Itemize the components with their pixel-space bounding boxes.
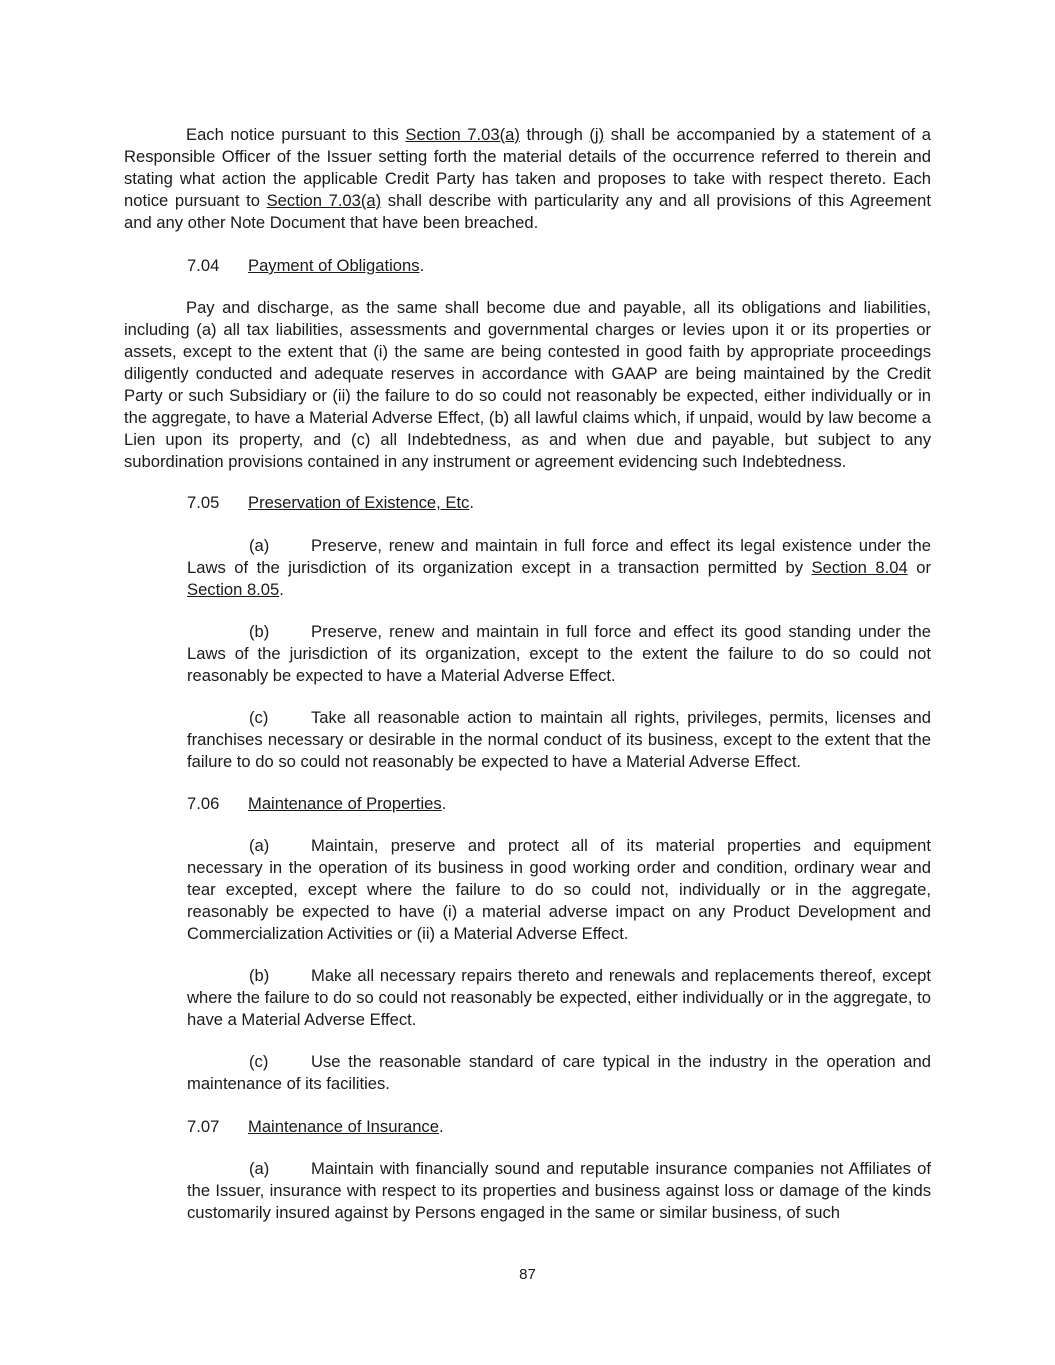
clause-label: (a) [249,836,270,855]
section-number: 7.05 [187,493,220,512]
section-heading-7-05: 7.05 Preservation of Existence, Etc. [187,493,474,512]
section-title: Maintenance of Properties [248,794,442,813]
section-7-06-c [187,1051,931,1095]
clause-label: (b) [249,622,270,641]
section-7-06-a [187,835,931,945]
clause-text: Make all necessary repairs thereto and renewals and replacements thereof, except where the failure to do so could not reasonably be expected, either individually or in the aggregate, to have a Material Adverse Effect. [187,966,931,1029]
clause-text: Preserve, renew and maintain in full force and effect its legal existence under the Laws of the jurisdiction of its organization except in a transaction permitted by [187,536,931,577]
clause-text: Preserve, renew and maintain in full force and effect its good standing under the Laws of the jurisdiction of its organization, except to the extent the failure to do so could not reasonably be expected to have a Material Adverse Effect. [187,622,931,685]
body-text: Pay and discharge, as the same shall become due and payable, all its obligations and liabilities, including (a) all tax liabilities, assessments and governmental charges or levies upon it or its properties or assets, except to the extent that (i) the same are being contested in good faith by appropriate proceedings diligently conducted and adequate reserves in accordance with GAAP are being maintained by the Credit Party or such Subsidiary or (ii) the failure to do so could not reasonably be expected, either individually or in the aggregate, to have a Material Adverse Effect, (b) all lawful claims which, if unpaid, would by law become a Lien upon its property, and (c) all Indebtedness, as and when due and payable, but subject to any subordination provisions contained in any instrument or agreement evidencing such Indebtedness. [124,298,931,471]
clause-label: (a) [249,536,270,555]
section-7-04-body [124,297,931,473]
clause-text: Take all reasonable action to maintain all rights, privileges, permits, licenses and franchises necessary or desirable in the normal conduct of its business, except to the extent that the failure to do so could not reasonably be expected to have a Material Adverse Effect. [187,708,931,771]
section-ref-7-03a: Section 7.03(a) [405,125,520,144]
section-7-05-b [187,621,931,687]
intro-text-2: through [519,125,590,144]
section-title: Preservation of Existence, Etc [248,493,470,512]
clause-label: (c) [249,708,269,727]
intro-text-4: shall describe with particularity any and all provisions of this Agreement and any other Note Document that have been breached. [124,191,931,232]
section-ref-8-04: Section 8.04 [811,558,908,577]
clause-text: Maintain with financially sound and reputable insurance companies not Affiliates of the Issuer, insurance with respect to its properties and business against loss or damage of the kinds customarily insured against by Persons engaged in the same or similar business, of such [187,1159,931,1222]
intro-text-1: Each notice pursuant to this [186,125,406,144]
section-number: 7.07 [187,1117,220,1136]
clause-text: Use the reasonable standard of care typical in the industry in the operation and maintenance of its facilities. [187,1052,931,1093]
intro-text-3: shall be accompanied by a statement of a Responsible Officer of the Issuer setting forth the material details of the occurrence referred to therein and stating what action the applicable Credit Party has taken and proposes to take with respect thereto. Each notice pursuant to [124,125,931,210]
section-heading-7-07: 7.07 Maintenance of Insurance. [187,1117,444,1136]
section-number: 7.04 [187,256,220,275]
section-7-06-b [187,965,931,1031]
section-number: 7.06 [187,794,220,813]
clause-text: Maintain, preserve and protect all of its material properties and equipment necessary in the operation of its business in good working order and condition, ordinary wear and tear excepted, except where the failure to do so could not, individually or in the aggregate, reasonably be expected to have (i) a material adverse impact on any Product Development and Commercialization Activities or (ii) a Material Adverse Effect. [187,836,931,943]
section-heading-7-04: 7.04 Payment of Obligations. [187,256,425,275]
section-heading-7-06: 7.06 Maintenance of Properties. [187,794,447,813]
section-title: Maintenance of Insurance [248,1117,439,1136]
section-ref-8-05: Section 8.05 [187,580,280,599]
clause-label: (c) [249,1052,269,1071]
intro-paragraph [124,124,931,234]
section-ref-7-03a-second: Section 7.03(a) [266,191,382,210]
section-7-07-a [187,1158,931,1224]
section-title: Payment of Obligations [248,256,420,275]
section-7-05-c [187,707,931,773]
clause-label: (a) [249,1159,270,1178]
clause-label: (b) [249,966,270,985]
section-ref-j: (j) [589,125,605,144]
page-number: 87 [519,1266,536,1283]
clause-or: or [907,558,931,577]
section-7-05-a: (a) Preserve, renew and maintain in full force and effect its legal existence under the Laws of the jurisdiction of its organization except in a transaction permitted by Section 8.04 or Section 8.05. [187,536,931,599]
